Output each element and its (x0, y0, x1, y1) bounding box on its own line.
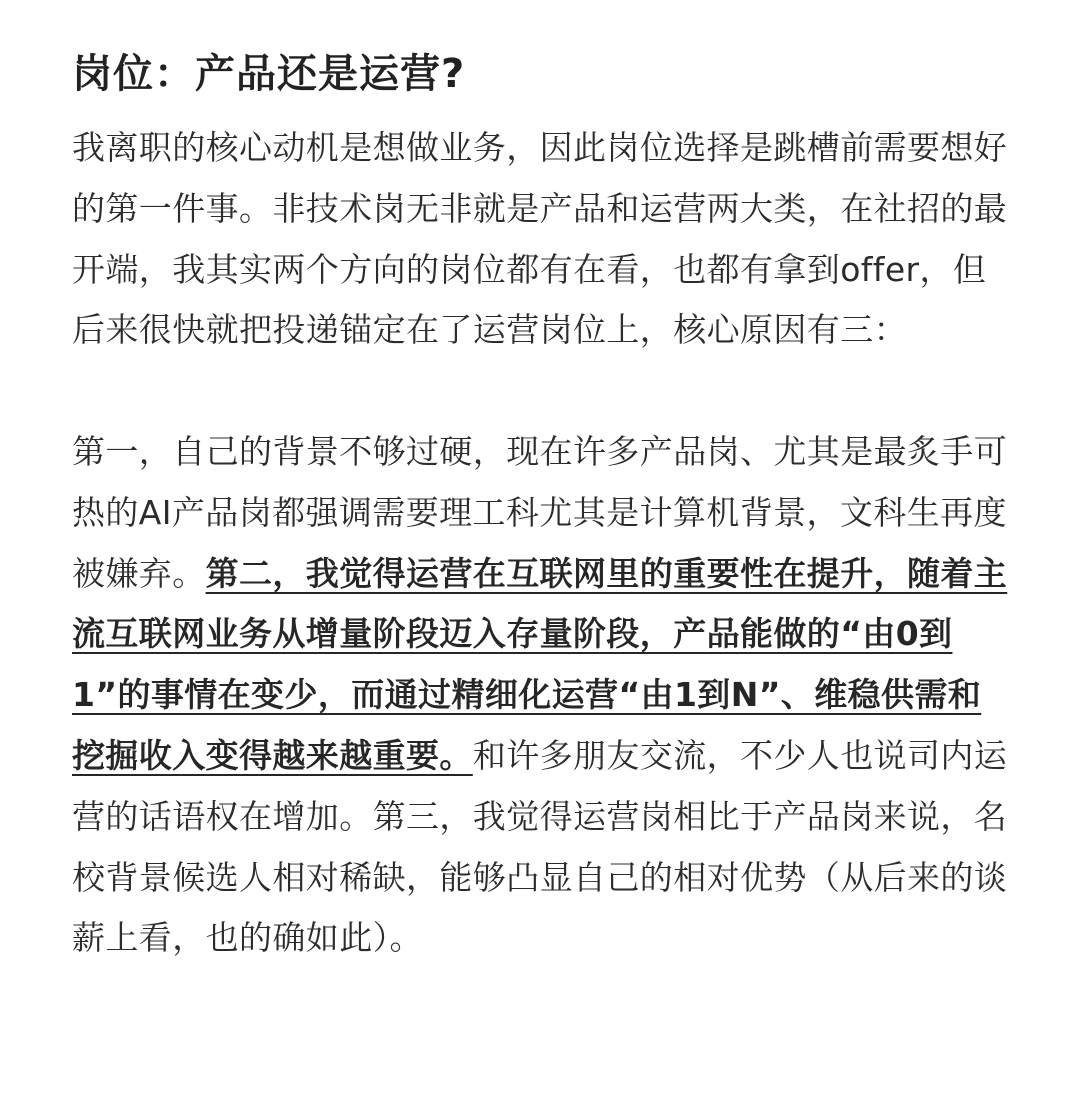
reason-one-text: 第一，自己的背景不够过硬，现在许多产品岗、尤其是最炙手可热的AI产品岗都强调需要理工科尤其是计算机背景，文科生再度被嫌弃。 (72, 431, 1008, 593)
paragraph-spacer (72, 361, 1012, 422)
article (72, 42, 1012, 969)
reason-three-text: 和许多朋友交流，不少人也说司内运营的话语权在增加。第三，我觉得运营岗相比于产品岗来说，名校背景候选人相对稀缺，能够凸显自己的相对优势（从后来的谈薪上看，也的确如此）。 (72, 735, 1008, 958)
article-title: 岗位：产品还是运营? (72, 51, 466, 97)
paragraph-reasons (72, 422, 1012, 969)
reason-two-highlighted-text: 第二，我觉得运营在互联网里的重要性在提升，随着主流互联网业务从增量阶段迈入存量阶段，产品能做的“由0到1”的事情在变少，而通过精细化运营“由1到N”、维稳供需和挖掘收入变得越来越重要。 (72, 553, 1008, 775)
paragraph-motivation: 我离职的核心动机是想做业务，因此岗位选择是跳槽前需要想好的第一件事。非技术岗无非就是产品和运营两大类，在社招的最开端，我其实两个方向的岗位都有在看，也都有拿到offer，但后来很快就把投递锚定在了运营岗位上，核心原因有三： (72, 128, 1008, 350)
